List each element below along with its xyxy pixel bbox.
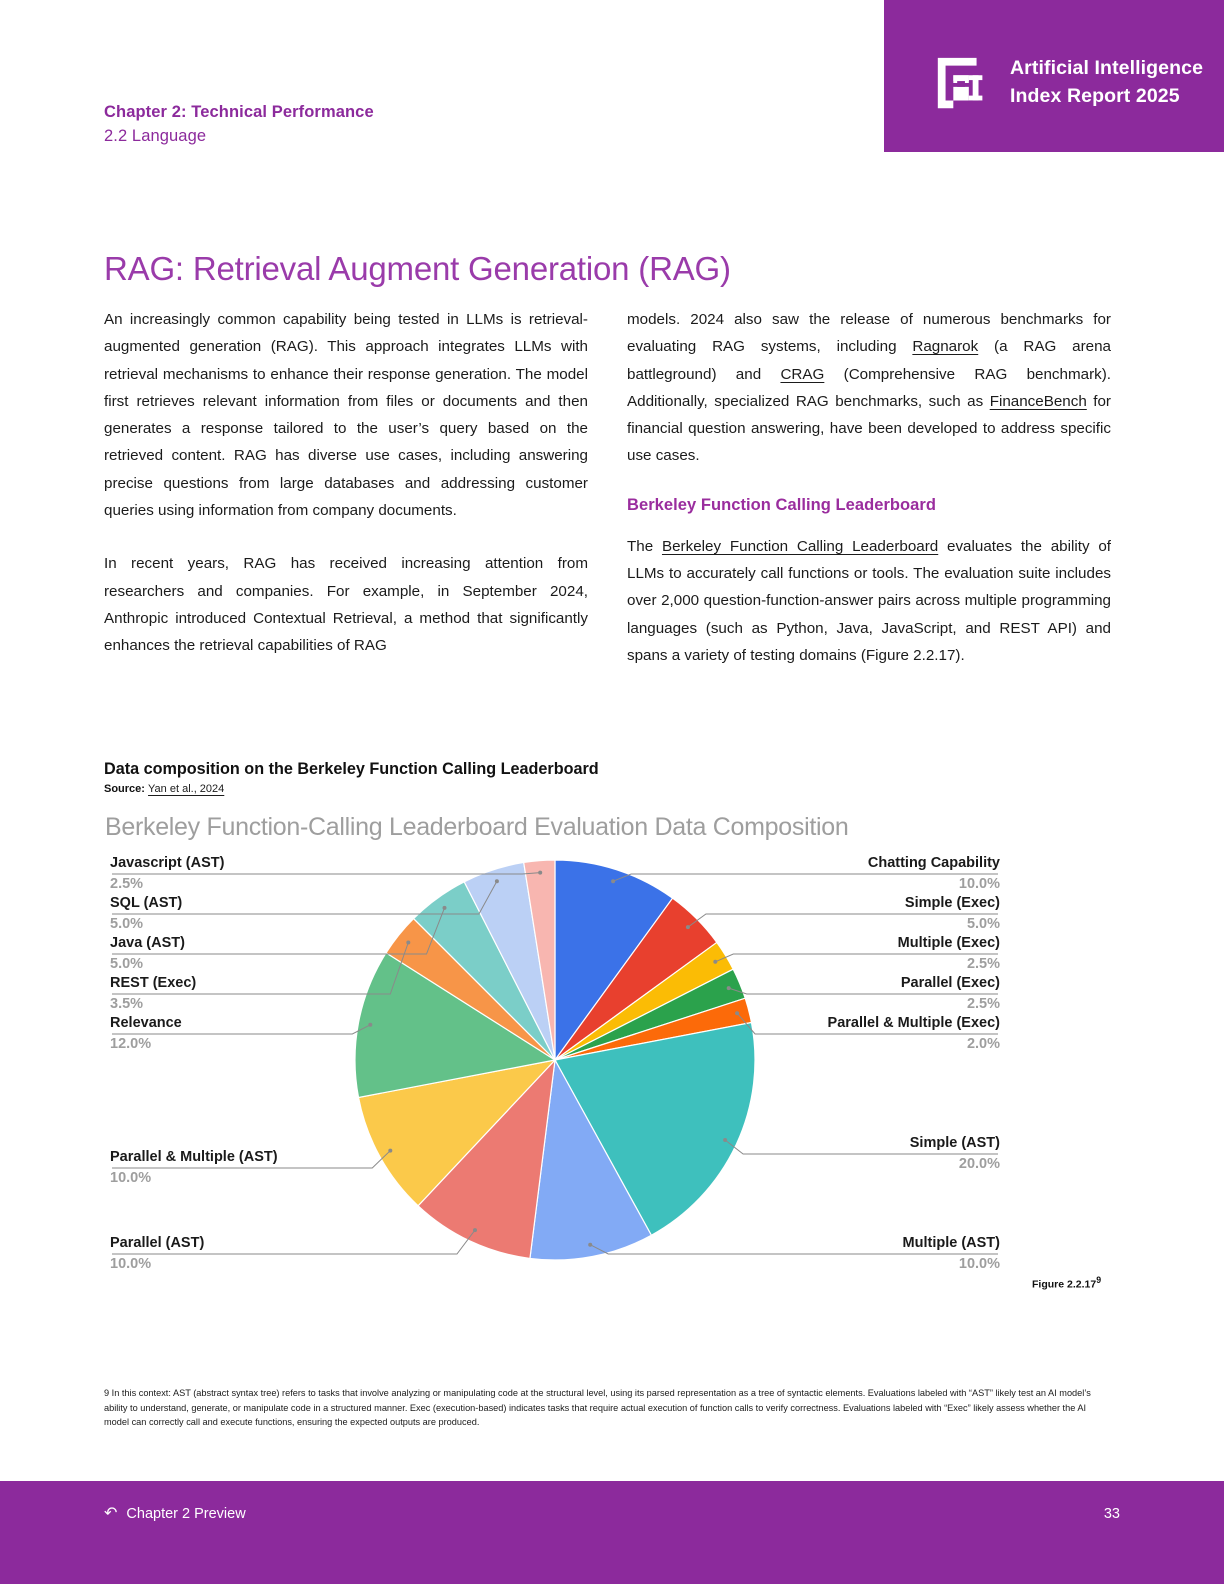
link-financebench[interactable]: FinanceBench: [989, 392, 1087, 410]
footer-back-label: Chapter 2 Preview: [126, 1506, 246, 1522]
back-arrow-icon: ↶: [104, 1505, 118, 1522]
text-frag: evaluates the ability of LLMs to accurately call functions or tools. The evaluation suite includes over 2,000 question-function-answer pairs across multiple programming languages (such as Python, Java, JavaScript, and REST API) and spans a variety of testing domains (Figure 2.2.17).: [627, 537, 1111, 664]
footer-back-link[interactable]: [104, 1506, 246, 1522]
pie-leader-dot: [723, 1138, 727, 1142]
pie-slice-value: 10.0%: [958, 1256, 1000, 1272]
pie-leader-line: [688, 914, 998, 927]
page-title: RAG: Retrieval Augment Generation (RAG): [104, 250, 731, 287]
paragraph-left-2: In recent years, RAG has received increasing attention from researchers and companies. For example, in September 2024, Anthropic introduced Contextual Retrieval, a method that significantly enhances the retrieval capabilities of RAG: [104, 555, 588, 655]
page-footnote: 9 In this context: AST (abstract syntax tree) refers to tasks that involve analyzing or manipulating code at the structural level, using its parsed representation as a tree of syntactic elements. Evaluations labeled with “AST” likely test an AI model’s ability to understand, generate, or manipulate code in a structured manner. Exec (execution-based) indicates tasks that require actual execution of function calls to verify correctness. Evaluations labeled with “Exec” likely assess whether the AI model can correctly call and execute functions, ensuring the expected outputs are produced.: [104, 1388, 1091, 1428]
text-frag: (a RAG arena battleground) and: [627, 338, 1111, 383]
pie-slice-value: 2.5%: [110, 876, 144, 892]
pie-leader-dot: [538, 871, 542, 875]
page-footer: [0, 1481, 1224, 1584]
pie-leader-dot: [611, 879, 615, 883]
pie-slice-label: Parallel (AST): [110, 1235, 205, 1251]
link-ragnarok[interactable]: Ragnarok: [912, 338, 979, 356]
pie-slice-label: Parallel & Multiple (AST): [110, 1149, 278, 1165]
figure-source: [104, 783, 224, 795]
pie-slice-label: Chatting Capability: [867, 855, 1000, 871]
pie-slice-label: Simple (Exec): [904, 895, 1000, 911]
chapter-subtitle: 2.2 Language: [104, 127, 207, 145]
chapter-header: [104, 103, 374, 146]
figure-source-link[interactable]: Yan et al., 2024: [148, 783, 225, 795]
pie-slice-value: 5.0%: [966, 916, 1000, 932]
paragraph-left-1: An increasingly common capability being tested in LLMs is retrieval-augmented generation (RAG). This approach integrates LLMs with retrieval mechanisms to enhance their response generation. The model first retrieves relevant information from files or documents and then generates a response tailored to the user’s query based on the retrieved content. RAG has diverse use cases, including answering precise questions from large databases and addressing customer queries using information from company documents.: [104, 311, 588, 520]
pie-slice-label: Simple (AST): [909, 1135, 1000, 1151]
link-crag[interactable]: CRAG: [780, 365, 825, 383]
link-berkeley-function-calling-leaderboard[interactable]: Berkeley Function Calling Leaderboard: [661, 537, 939, 555]
ai-index-logo-icon: [932, 52, 994, 114]
figure-footnote-marker: 9: [1096, 1275, 1102, 1285]
figure-number: [1032, 1275, 1101, 1291]
pie-leader-dot: [443, 906, 447, 910]
pie-leader-line: [613, 874, 998, 881]
chart-heading: Berkeley Function-Calling Leaderboard Evaluation Data Composition: [105, 813, 849, 841]
pie-slice-value: 10.0%: [110, 1256, 152, 1272]
text-frag: for financial question answering, have been developed to address specific use cases.: [627, 392, 1111, 465]
pie-leader-line: [715, 954, 998, 962]
pie-slice-value: 10.0%: [110, 1170, 152, 1186]
pie-leader-dot: [388, 1149, 392, 1153]
figure-title: Data composition on the Berkeley Function Calling Leaderboard: [104, 760, 599, 778]
pie-slice-label: Javascript (AST): [110, 855, 225, 871]
pie-leader-dot: [713, 960, 717, 964]
pie-slice-value: 12.0%: [110, 1036, 152, 1052]
report-badge-inner: [932, 52, 1203, 114]
pie-slice-value: 3.5%: [110, 996, 144, 1012]
pie-slice-value: 5.0%: [110, 916, 144, 932]
body-column-left: [104, 306, 588, 660]
pie-leader-dot: [368, 1023, 372, 1027]
pie-leader-dot: [686, 925, 690, 929]
pie-slice-label: REST (Exec): [110, 975, 197, 991]
pie-slice-label: Relevance: [110, 1015, 182, 1031]
figure-number-text: Figure 2.2.17: [1032, 1278, 1097, 1291]
pie-slice-label: Java (AST): [110, 935, 185, 951]
pie-leader-dot: [495, 879, 499, 883]
text-frag: (Comprehensive RAG benchmark). Additionally, specialized RAG benchmarks, such as: [627, 365, 1111, 410]
badge-line-1: Artificial Intelligence: [1010, 57, 1204, 80]
pie-leader-dot: [406, 941, 410, 945]
pie-slice-value: 10.0%: [958, 876, 1000, 892]
pie-chart: [100, 805, 1010, 1285]
pie-leader-dot: [735, 1011, 739, 1015]
pie-slice-value: 5.0%: [110, 956, 144, 972]
pie-leader-dot: [473, 1228, 477, 1232]
pie-slice-label: Multiple (AST): [902, 1235, 1000, 1251]
figure-source-label: Source:: [104, 783, 145, 795]
badge-line-2: Index Report 2025: [1010, 85, 1180, 107]
pie-slice-label: Parallel (Exec): [900, 975, 1000, 991]
pie-chart-svg: [100, 805, 1010, 1285]
pie-leader-line: [112, 873, 540, 874]
pie-slice-label: Multiple (Exec): [897, 935, 1000, 951]
pie-slice-label: Parallel & Multiple (Exec): [827, 1015, 1000, 1031]
text-frag: models. 2024 also saw the release of numerous benchmarks for evaluating RAG systems, including: [627, 311, 1111, 356]
report-badge-title: [1010, 55, 1203, 110]
pie-slice-value: 2.0%: [966, 1036, 1000, 1052]
pie-slice-value: 2.5%: [966, 996, 1000, 1012]
pie-slice-label: SQL (AST): [110, 895, 183, 911]
body-column-right: [627, 306, 1111, 669]
report-badge: [884, 0, 1224, 152]
paragraph-right-1: [627, 306, 1111, 470]
chapter-title: Chapter 2: Technical Performance: [104, 103, 374, 121]
text-frag: The: [627, 537, 662, 555]
pie-leader-dot: [588, 1243, 592, 1247]
pie-leader-dot: [727, 986, 731, 990]
page-number: 33: [1103, 1506, 1120, 1522]
pie-slice-value: 20.0%: [958, 1156, 1000, 1172]
paragraph-right-2: [627, 533, 1111, 669]
section-subheading: Berkeley Function Calling Leaderboard: [627, 495, 937, 514]
pie-slice-value: 2.5%: [966, 956, 1000, 972]
